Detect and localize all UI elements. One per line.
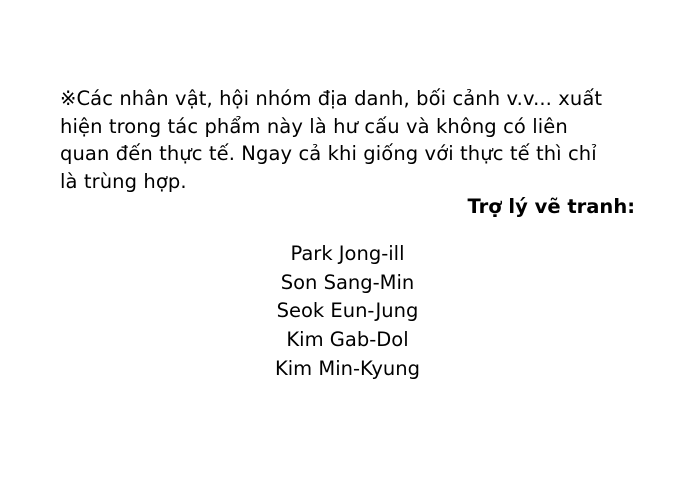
credit-name: Kim Gab-Dol <box>286 327 409 351</box>
credits-heading: Trợ lý vẽ tranh: <box>467 195 635 218</box>
disclaimer-line: hiện trong tác phẩm này là hư cấu và không có liên <box>60 114 568 138</box>
disclaimer-line: quan đến thực tế. Ngay cả khi giống với thực tế thì chỉ <box>60 142 597 166</box>
credits-list <box>60 240 635 383</box>
credit-name: Kim Min-Kyung <box>274 356 421 380</box>
credit-name: Son Sang-Min <box>280 270 415 294</box>
disclaimer-text <box>60 85 635 196</box>
disclaimer-line: ※Các nhân vật, hội nhóm địa danh, bối cảnh v.v... xuất <box>60 87 603 110</box>
credit-name: Seok Eun-Jung <box>276 299 419 323</box>
disclaimer-line: là trùng hợp. <box>60 170 187 194</box>
credit-name: Park Jong-ill <box>290 242 405 265</box>
